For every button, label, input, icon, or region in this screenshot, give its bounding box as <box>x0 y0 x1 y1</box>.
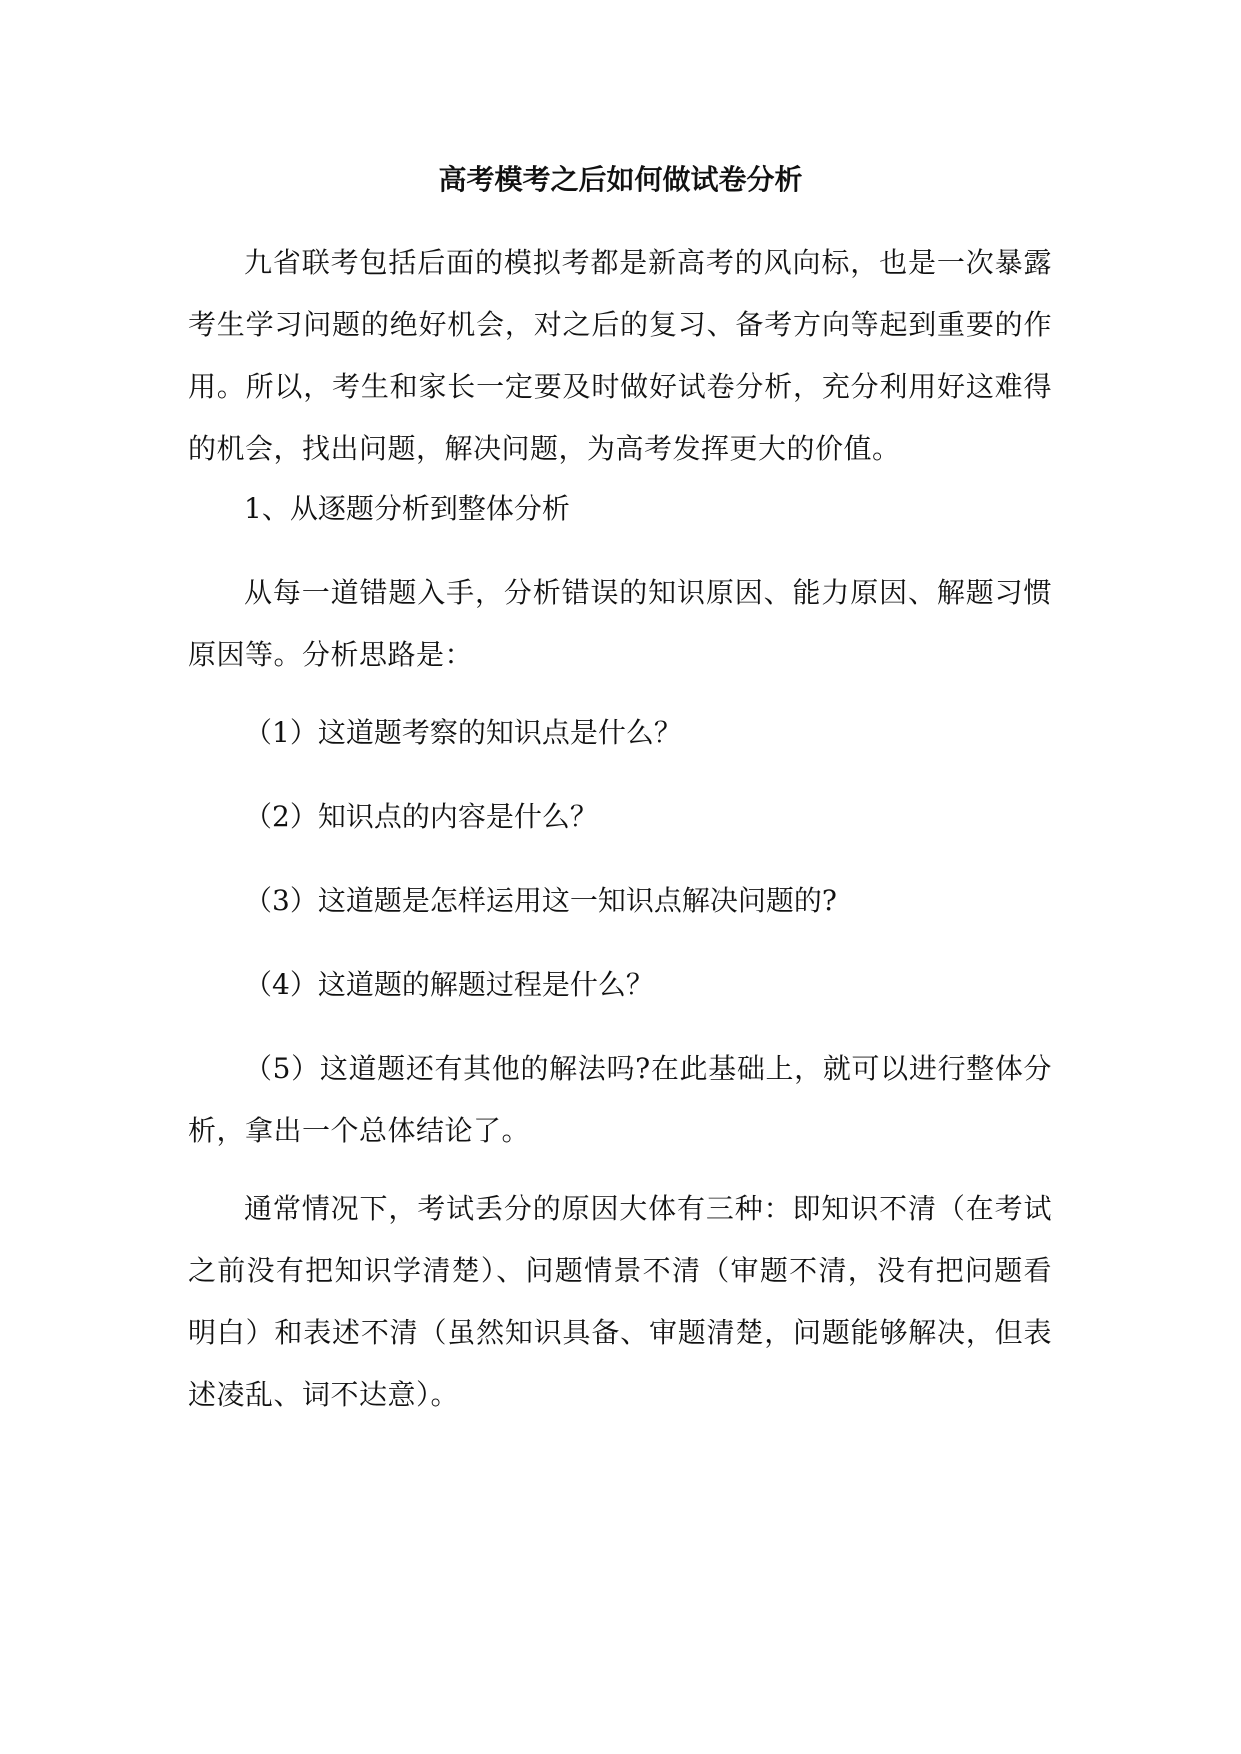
section-1-heading: 1、从逐题分析到整体分析 <box>244 492 570 525</box>
question-2: （2）知识点的内容是什么？ <box>244 800 598 833</box>
question-4: （4）这道题的解题过程是什么？ <box>244 968 654 1001</box>
question-1: （1）这道题考察的知识点是什么？ <box>244 716 682 749</box>
question-3: （3）这道题是怎样运用这一知识点解决问题的? <box>244 884 837 917</box>
closing-paragraph: 通常情况下，考试丢分的原因大体有三种：即知识不清（在考试之前没有把知识学清楚）、问题情景不清（审题不清，没有把问题看明白）和表述不清（虽然知识具备、审题清楚，问题能够解决，但表述凌乱、词不达意）。 <box>188 1192 1052 1411</box>
document-title: 高考模考之后如何做试卷分析 <box>438 163 803 196</box>
intro-paragraph: 九省联考包括后面的模拟考都是新高考的风向标，也是一次暴露考生学习问题的绝好机会，对之后的复习、备考方向等起到重要的作用。所以，考生和家长一定要及时做好试卷分析，充分利用好这难得的机会，找出问题，解决问题，为高考发挥更大的价值。 <box>188 246 1052 465</box>
question-5-paragraph: （5）这道题还有其他的解法吗?在此基础上，就可以进行整体分析，拿出一个总体结论了。 <box>188 1052 1052 1147</box>
section-1-paragraph: 从每一道错题入手，分析错误的知识原因、能力原因、解题习惯原因等。分析思路是： <box>188 576 1052 671</box>
